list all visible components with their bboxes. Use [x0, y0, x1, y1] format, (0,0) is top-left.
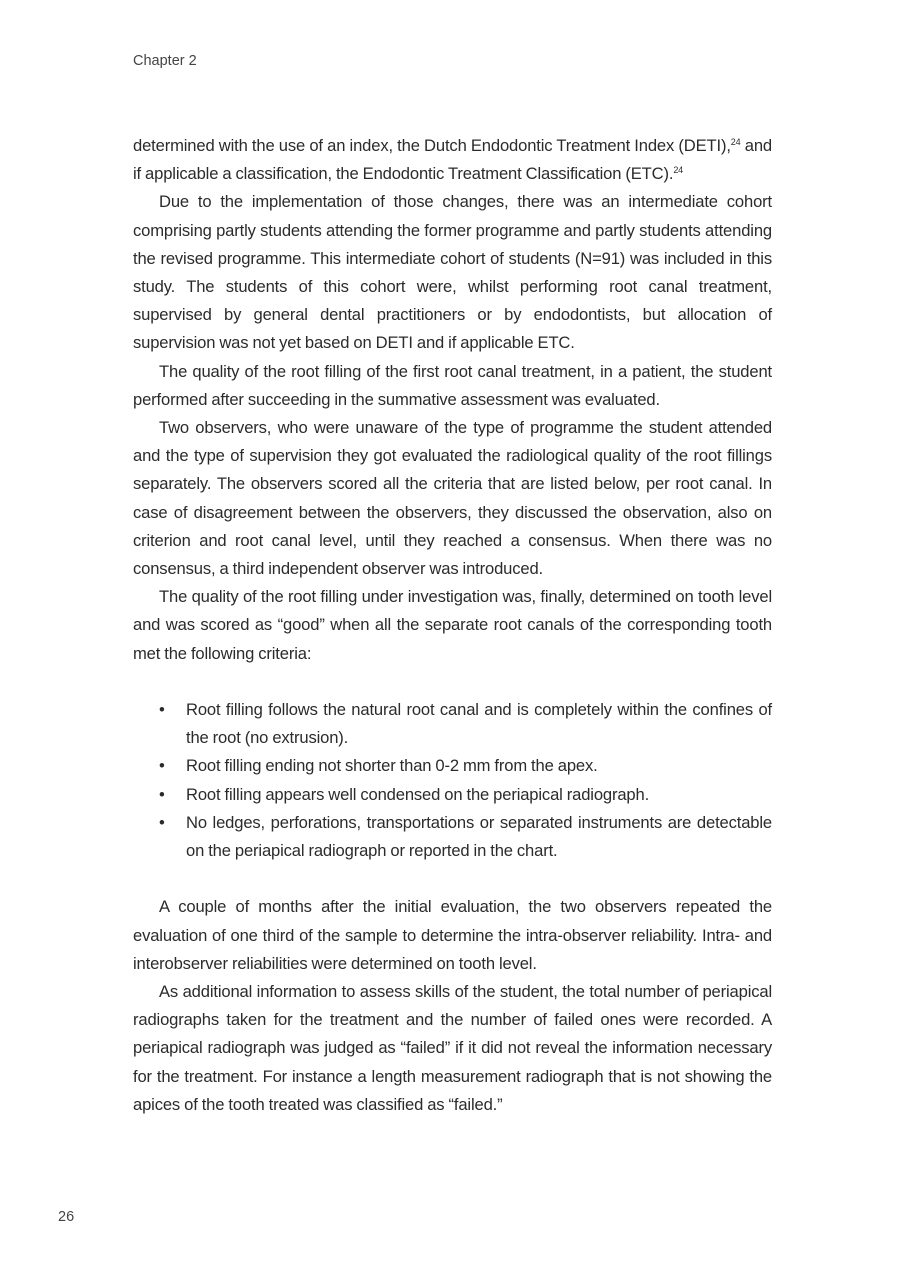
criteria-item [159, 752, 772, 780]
criteria-item [159, 781, 772, 809]
reference-superscript: 24 [673, 165, 684, 176]
paragraph-2: Due to the implementation of those changes, there was an intermediate cohort comprising partly students attending the former programme and partly students attending the revised programme. This intermediate cohort of students (N=91) was included in this study. The students of this cohort were, whilst performing root canal treatment, supervised by general dental practitioners or by endodontists, but allocation of supervision was not yet based on DETI and if applicable ETC. [133, 192, 772, 353]
bullet-icon: • [159, 700, 165, 720]
criteria-list [133, 696, 772, 865]
paragraph-1-text-continued: and if applicable a classification, the Endodontic Treatment Classification (ETC). [133, 136, 773, 184]
paragraph-6: A couple of months after the initial evaluation, the two observers repeated the evaluation of one third of the sample to determine the intra-observer reliability. Intra- and interobserver reliabilities were determined on tooth level. [133, 897, 772, 973]
paragraph-4: Two observers, who were unaware of the type of programme the student attended and the type of supervision they got evaluated the radiological quality of the root fillings separately. The observers scored all the criteria that are listed below, per root canal. In case of disagreement between the observers, they discussed the observation, also on criterion and root canal level, until they reached a consensus. When there was no consensus, a third independent observer was introduced. [133, 418, 772, 579]
reference-superscript: 24 [730, 137, 741, 147]
criteria-item [159, 809, 772, 865]
paragraph-7: As additional information to assess skills of the student, the total number of periapical radiographs taken for the treatment and the number of failed ones were recorded. A periapical radiograph was judged as “failed” if it did not reveal the information necessary for the treatment. For instance a length measurement radiograph that is not showing the apices of the tooth treated was classified as “failed.” [133, 982, 772, 1114]
running-head: Chapter 2 [133, 53, 197, 69]
criteria-item-text: Root filling appears well condensed on the periapical radiograph. [186, 784, 650, 804]
paragraph-5: The quality of the root filling under investigation was, finally, determined on tooth level and was scored as “good” when all the separate root canals of the corresponding tooth met the following criteria: [133, 587, 772, 663]
criteria-item-text: No ledges, perforations, transportations or separated instruments are detectable on the periapical radiograph or reported in the chart. [186, 812, 772, 861]
bullet-icon: • [159, 784, 165, 804]
paragraph-1 [133, 132, 772, 188]
criteria-item [159, 696, 772, 752]
criteria-item-text: Root filling ending not shorter than 0-2 mm from the apex. [186, 756, 598, 776]
bullet-icon: • [159, 756, 165, 776]
body-text [133, 132, 772, 1119]
page-number: 26 [58, 1209, 75, 1225]
paragraph-3: The quality of the root filling of the first root canal treatment, in a patient, the student performed after succeeding in the summative assessment was evaluated. [133, 361, 772, 409]
bullet-icon: • [159, 812, 165, 832]
paragraph-1-text: determined with the use of an index, the Dutch Endodontic Treatment Index (DETI), [133, 136, 731, 155]
criteria-item-text: Root filling follows the natural root canal and is completely within the confines of the root (no extrusion). [186, 700, 772, 748]
